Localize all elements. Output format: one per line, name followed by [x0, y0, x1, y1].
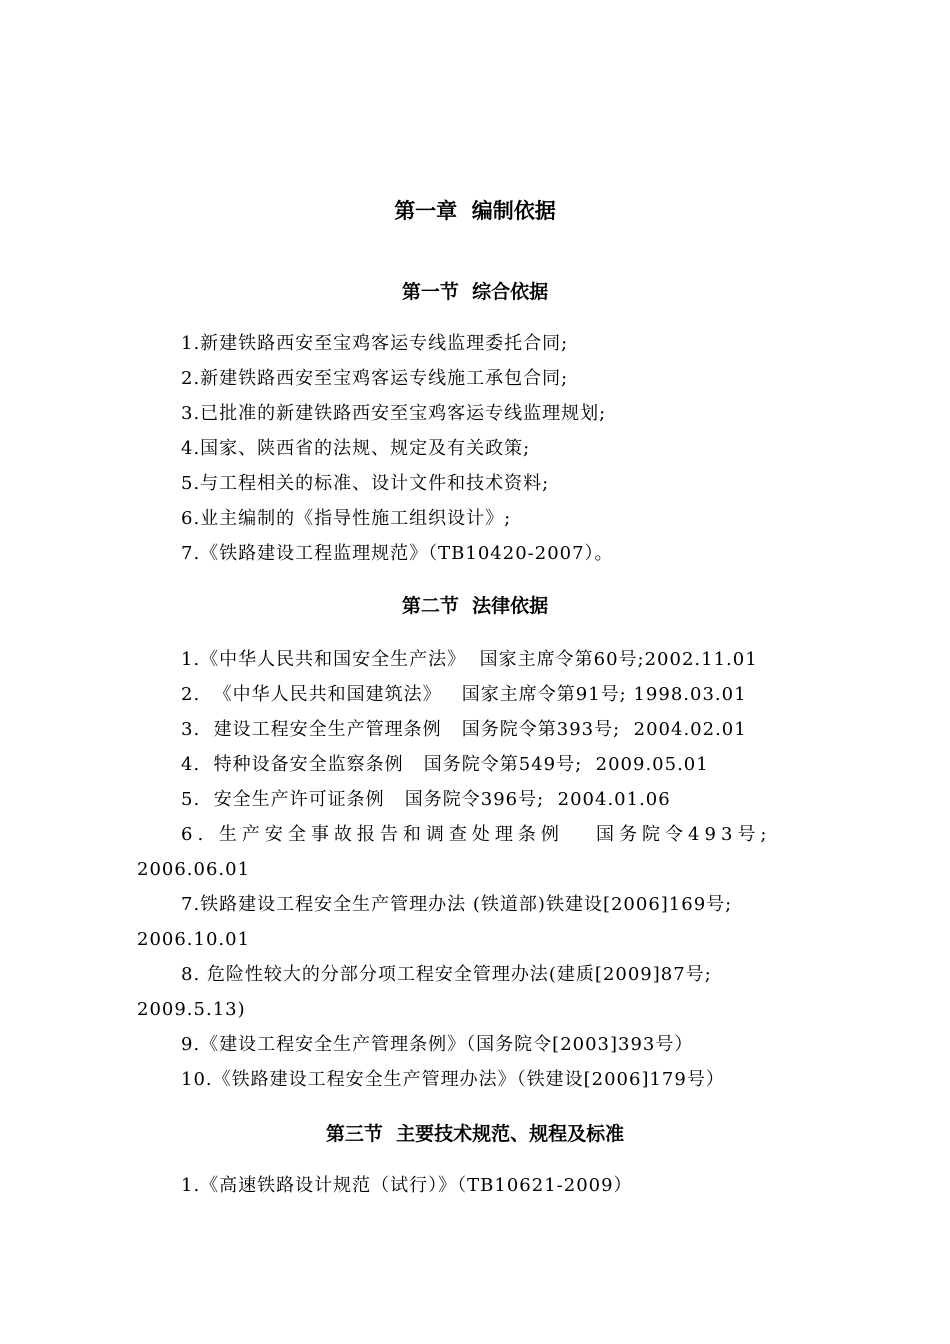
list-item: 1.新建铁路西安至宝鸡客运专线监理委托合同;	[181, 333, 569, 354]
list-item: 6. 生产安全事故报告和调查处理条例 国务院令493号;	[181, 824, 772, 845]
list-item-continuation: 2006.06.01	[137, 859, 251, 880]
section-title: 第二节 法律依据	[401, 595, 549, 617]
list-item: 7.铁路建设工程安全生产管理办法 (铁道部)铁建设[2006]169号;	[181, 894, 733, 915]
list-item: 9.《建设工程安全生产管理条例》（国务院令[2003]393号）	[181, 1034, 694, 1055]
list-item: 7.《铁路建设工程监理规范》（TB10420-2007）。	[181, 543, 614, 564]
list-item-continuation: 2009.5.13)	[137, 999, 246, 1020]
section-title: 第一节 综合依据	[401, 281, 549, 303]
list-item: 10.《铁路建设工程安全生产管理办法》（铁建设[2006]179号）	[181, 1069, 725, 1090]
chapter-title: 第一章 编制依据	[394, 199, 556, 223]
list-item: 3. 建设工程安全生产管理条例 国务院令第393号; 2004.02.01	[181, 719, 747, 740]
list-item: 1.《高速铁路设计规范（试行）》（TB10621-2009）	[181, 1175, 633, 1196]
section-title: 第三节 主要技术规范、规程及标准	[325, 1123, 625, 1145]
list-item: 1.《中华人民共和国安全生产法》 国家主席令第60号;2002.11.01	[181, 649, 758, 670]
list-item: 2. 《中华人民共和国建筑法》 国家主席令第91号; 1998.03.01	[181, 684, 747, 705]
list-item: 5.与工程相关的标准、设计文件和技术资料;	[181, 473, 550, 494]
list-item: 3.已批准的新建铁路西安至宝鸡客运专线监理规划;	[181, 403, 607, 424]
list-item: 4.国家、陕西省的法规、规定及有关政策;	[181, 438, 531, 459]
list-item-continuation: 2006.10.01	[137, 929, 251, 950]
list-item: 8. 危险性较大的分部分项工程安全管理办法(建质[2009]87号;	[181, 964, 712, 985]
list-item: 2.新建铁路西安至宝鸡客运专线施工承包合同;	[181, 368, 569, 389]
list-item: 6.业主编制的《指导性施工组织设计》;	[181, 508, 512, 529]
list-item: 5. 安全生产许可证条例 国务院令396号; 2004.01.06	[181, 789, 671, 810]
list-item: 4. 特种设备安全监察条例 国务院令第549号; 2009.05.01	[181, 754, 709, 775]
